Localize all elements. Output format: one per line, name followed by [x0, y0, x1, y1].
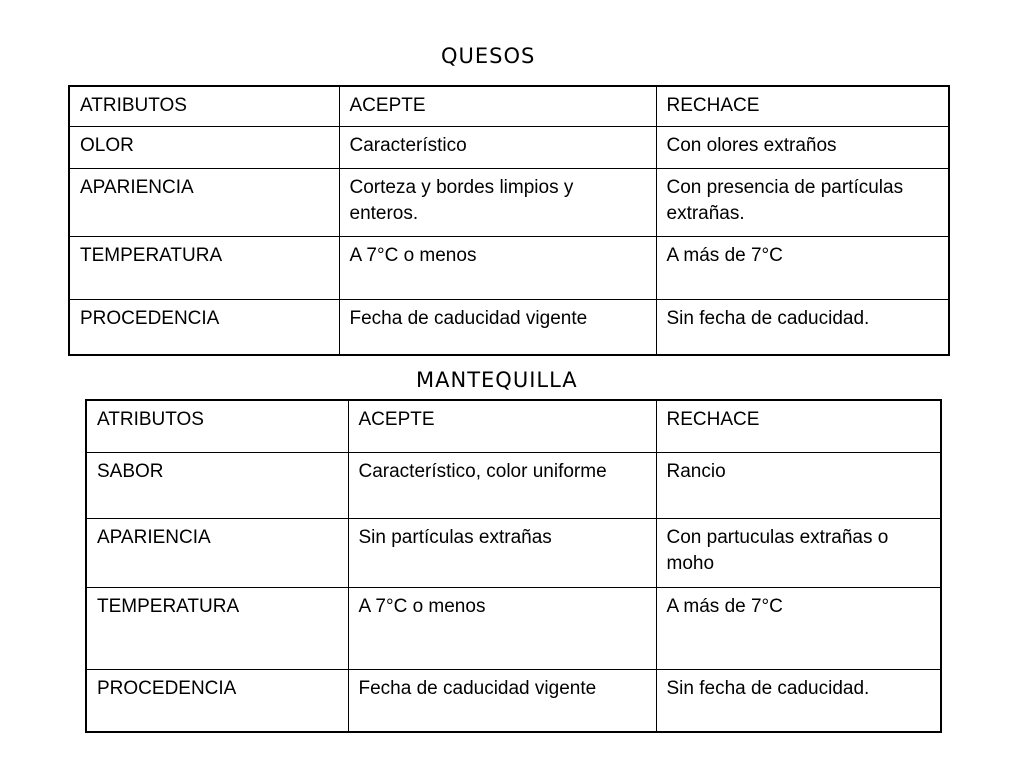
table-row [69, 126, 949, 168]
table-header-row [69, 86, 949, 126]
table-row [86, 669, 941, 732]
reject-cell: A más de 7°C [656, 587, 941, 669]
accept-cell: Fecha de caducidad vigente [348, 669, 656, 732]
accept-cell: Corteza y bordes limpios y enteros. [339, 168, 656, 236]
reject-cell: Con presencia de partículas extrañas. [656, 168, 949, 236]
header-cell-acepte: ACEPTE [339, 86, 656, 126]
reject-cell: Con olores extraños [656, 126, 949, 168]
quesos-title: QUESOS [441, 44, 536, 68]
accept-cell: A 7°C o menos [339, 236, 656, 299]
attribute-cell: APARIENCIA [69, 168, 339, 236]
reject-cell: Sin fecha de caducidad. [656, 299, 949, 355]
table-header-row [86, 400, 941, 452]
accept-cell: Sin partículas extrañas [348, 518, 656, 587]
mantequilla-title: MANTEQUILLA [416, 368, 578, 392]
attribute-cell: APARIENCIA [86, 518, 348, 587]
table-row [86, 518, 941, 587]
attribute-cell: PROCEDENCIA [69, 299, 339, 355]
header-cell-rechace: RECHACE [656, 86, 949, 126]
mantequilla-table [85, 399, 942, 733]
reject-cell: Con partuculas extrañas o moho [656, 518, 941, 587]
accept-cell: A 7°C o menos [348, 587, 656, 669]
header-cell-acepte: ACEPTE [348, 400, 656, 452]
accept-cell: Fecha de caducidad vigente [339, 299, 656, 355]
reject-cell: Rancio [656, 452, 941, 518]
header-cell-rechace: RECHACE [656, 400, 941, 452]
attribute-cell: TEMPERATURA [86, 587, 348, 669]
attribute-cell: OLOR [69, 126, 339, 168]
accept-cell: Característico, color uniforme [348, 452, 656, 518]
table-row [86, 587, 941, 669]
header-cell-atributos: ATRIBUTOS [69, 86, 339, 126]
table-row [69, 168, 949, 236]
header-cell-atributos: ATRIBUTOS [86, 400, 348, 452]
table-row [69, 299, 949, 355]
accept-cell: Característico [339, 126, 656, 168]
table-row [86, 452, 941, 518]
attribute-cell: TEMPERATURA [69, 236, 339, 299]
reject-cell: A más de 7°C [656, 236, 949, 299]
table-row [69, 236, 949, 299]
quesos-table [68, 85, 950, 356]
attribute-cell: PROCEDENCIA [86, 669, 348, 732]
reject-cell: Sin fecha de caducidad. [656, 669, 941, 732]
attribute-cell: SABOR [86, 452, 348, 518]
